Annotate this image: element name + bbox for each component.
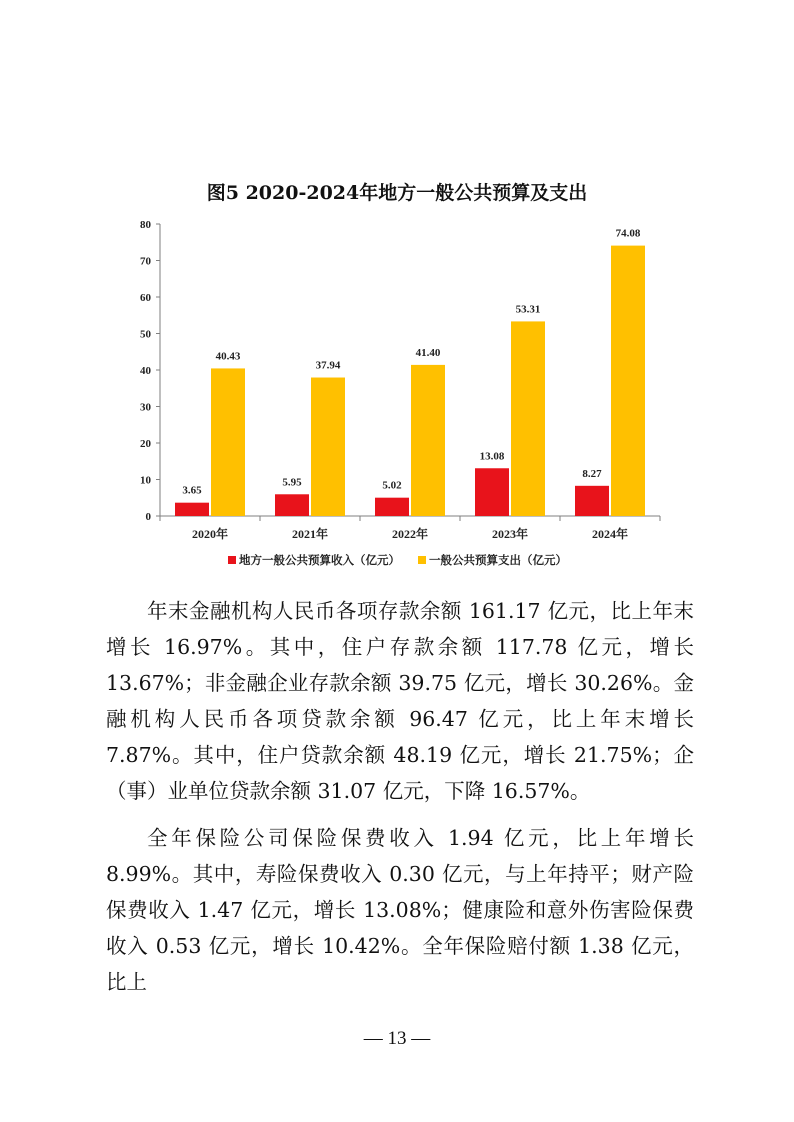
bar-expenditure <box>211 368 245 516</box>
bar-revenue <box>475 468 509 516</box>
data-label: 13.08 <box>479 450 505 463</box>
legend-label: 一般公共预算支出（亿元） <box>429 553 567 567</box>
bar-chart <box>120 212 680 582</box>
legend-label: 地方一般公共预算收入（亿元） <box>239 553 400 567</box>
x-tick-label: 2022年 <box>391 527 429 541</box>
data-label: 5.02 <box>382 479 402 492</box>
data-label: 5.95 <box>282 476 302 489</box>
y-tick-label: 10 <box>140 474 151 487</box>
data-label: 53.31 <box>515 303 541 316</box>
data-label: 37.94 <box>315 359 341 372</box>
data-label: 41.40 <box>415 346 441 359</box>
bar-expenditure <box>511 321 545 516</box>
data-label: 3.65 <box>182 484 202 497</box>
y-tick-label: 0 <box>145 511 151 523</box>
y-tick-label: 80 <box>140 219 151 231</box>
bar-revenue <box>175 503 209 516</box>
y-tick-label: 20 <box>140 438 151 450</box>
y-tick-label: 30 <box>140 401 151 414</box>
bar-revenue <box>375 498 409 516</box>
y-tick-label: 60 <box>140 292 151 304</box>
legend-swatch <box>418 556 426 564</box>
paragraph-insurance: 全年保险公司保险保费收入 1.94 亿元，比上年增长 8.99%。其中，寿险保费收入 0.30 亿元，与上年持平；财产险保费收入 1.47 亿元，增长 13.08%；健康险和意外伤害险保费收入 0.53 亿元，增长 10.42%。全年保险赔付额 1.38 亿元，比上 <box>106 826 694 994</box>
y-tick-label: 40 <box>140 365 151 377</box>
bar-revenue <box>575 486 609 516</box>
page-number: — 13 — <box>363 1028 431 1049</box>
x-tick-label: 2020年 <box>191 527 229 541</box>
y-tick-label: 50 <box>140 328 151 341</box>
paragraph-deposits-loans: 年末金融机构人民币各项存款余额 161.17 亿元，比上年末增长 16.97%。其中，住户存款余额 117.78 亿元，增长 13.67%；非金融企业存款余额 39.75 亿元，增长 30.26%。金融机构人民币各项贷款余额 96.47 亿元，比上年末增长 7.87%。其中，住户贷款余额 48.19 亿元，增长 21.75%；企（事）业单位贷款余额 31.07 亿元，下降 16.57%。 <box>106 599 694 803</box>
x-tick-label: 2023年 <box>491 527 529 541</box>
chart-title: 图5 2020-2024年地方一般公共预算及支出 <box>206 182 588 204</box>
data-label: 40.43 <box>215 350 241 363</box>
data-label: 8.27 <box>582 467 602 480</box>
bar-expenditure <box>611 246 645 516</box>
y-tick-label: 70 <box>140 255 151 268</box>
bar-expenditure <box>311 378 345 516</box>
legend-swatch <box>228 556 236 564</box>
x-tick-label: 2021年 <box>291 527 329 541</box>
x-tick-label: 2024年 <box>591 527 629 541</box>
bar-expenditure <box>411 365 445 516</box>
bar-revenue <box>275 494 309 516</box>
data-label: 74.08 <box>615 227 641 240</box>
